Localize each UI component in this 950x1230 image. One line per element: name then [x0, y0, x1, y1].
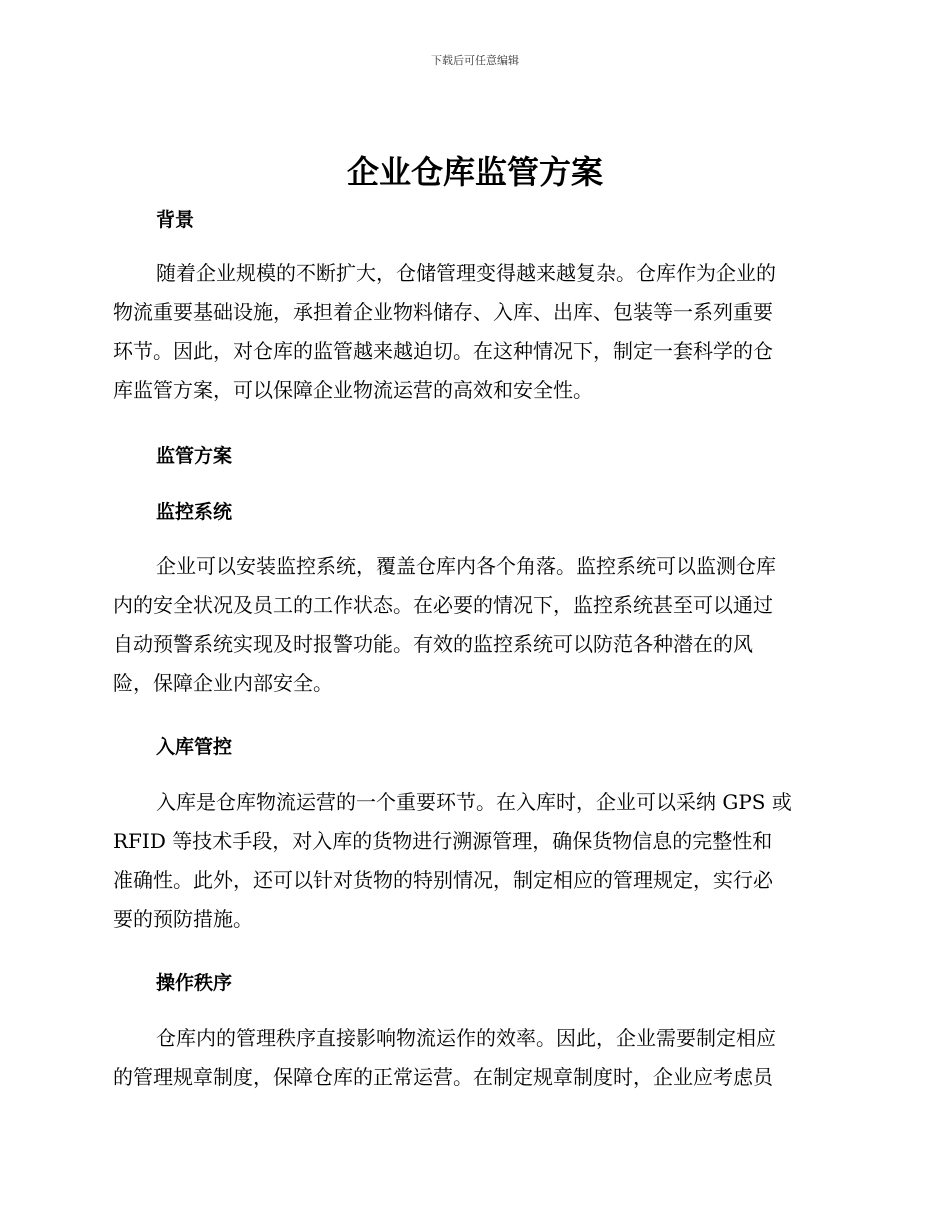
- paragraph-line: 环节。因此，对仓库的监管越来越迫切。在这种情况下，制定一套科学的仓: [113, 339, 773, 363]
- heading-monitoring-system: 监控系统: [156, 501, 233, 523]
- heading-operation-order: 操作秩序: [156, 972, 233, 994]
- paragraph-line: 准确性。此外，还可以针对货物的特别情况，制定相应的管理规定，实行必: [113, 868, 773, 892]
- paragraph-line: RFID 等技术手段，对入库的货物进行溯源管理，确保货物信息的完整性和: [113, 829, 773, 853]
- paragraph-line: 物流重要基础设施，承担着企业物料储存、入库、出库、包装等一系列重要: [113, 300, 773, 324]
- paragraph-background: [113, 254, 835, 410]
- paragraph-line: 仓库内的管理秩序直接影响物流运作的效率。因此，企业需要制定相应: [156, 1026, 776, 1050]
- paragraph-line: 的管理规章制度，保障仓库的正常运营。在制定规章制度时，企业应考虑员: [113, 1065, 773, 1089]
- paragraph-line: 库监管方案，可以保障企业物流运营的高效和安全性。: [113, 378, 593, 402]
- paragraph-line: 险，保障企业内部安全。: [113, 671, 333, 695]
- heading-inbound-control: 入库管控: [156, 736, 233, 758]
- document-title: 企业仓库监管方案: [346, 153, 603, 191]
- paragraph-line: 入库是仓库物流运营的一个重要环节。在入库时，企业可以采纳 GPS 或: [156, 790, 792, 814]
- paragraph-inbound-control: [113, 783, 835, 939]
- paragraph-line: 企业可以安装监控系统，覆盖仓库内各个角落。监控系统可以监测仓库: [156, 554, 776, 578]
- heading-background: 背景: [156, 209, 195, 231]
- heading-supervision-plan: 监管方案: [156, 445, 233, 467]
- header-note: 下载后可任意编辑: [431, 54, 519, 67]
- paragraph-line: 随着企业规模的不断扩大，仓储管理变得越来越复杂。仓库作为企业的: [156, 261, 776, 285]
- paragraph-operation-order: [113, 1019, 835, 1097]
- paragraph-line: 要的预防措施。: [113, 907, 253, 931]
- paragraph-line: 内的安全状况及员工的工作状态。在必要的情况下，监控系统甚至可以通过: [113, 593, 773, 617]
- paragraph-monitoring-system: [113, 547, 835, 703]
- paragraph-line: 自动预警系统实现及时报警功能。有效的监控系统可以防范各种潜在的风: [113, 632, 753, 656]
